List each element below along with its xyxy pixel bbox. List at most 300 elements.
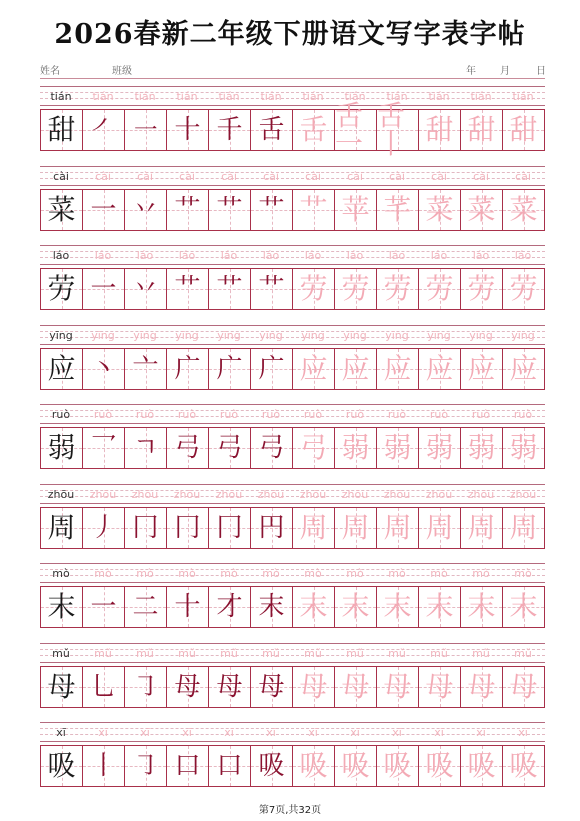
pinyin-trace: cài: [179, 169, 195, 183]
pinyin-trace: yīng: [301, 328, 325, 342]
pinyin-trace: yīng: [427, 328, 451, 342]
pinyin-trace: tián: [134, 90, 156, 103]
grid-cell[interactable]: [377, 667, 419, 707]
trace-character: 舌: [299, 113, 328, 146]
trace-character: 甜: [425, 113, 454, 146]
trace-character: 舌一: [335, 99, 364, 160]
pinyin-trace: cài: [389, 169, 405, 183]
grid-cell[interactable]: [167, 428, 209, 468]
grid-cell[interactable]: [293, 110, 335, 150]
grid-cell[interactable]: [251, 587, 293, 627]
pinyin-trace: zhōu: [257, 487, 285, 501]
grid-cell[interactable]: [167, 269, 209, 309]
pinyin-band: [40, 484, 545, 504]
grid-cell[interactable]: [125, 508, 167, 548]
grid-cell[interactable]: [125, 587, 167, 627]
pinyin-trace: mǔ: [388, 646, 406, 660]
pinyin-trace: xī: [98, 726, 108, 739]
trace-character: 应: [425, 351, 454, 385]
grid-cell[interactable]: [377, 99, 419, 160]
grid-cell[interactable]: [83, 746, 125, 786]
pinyin-trace: xī: [518, 726, 528, 739]
pinyin-trace: mò: [430, 567, 448, 580]
pinyin-trace: láo: [388, 249, 406, 262]
grid-cell[interactable]: [209, 190, 251, 230]
grid-cell[interactable]: [377, 428, 419, 468]
pinyin-trace: mò: [472, 567, 490, 580]
pinyin-trace: xī: [140, 726, 150, 739]
grid-cell[interactable]: [83, 428, 125, 468]
model-character: 末: [47, 590, 76, 623]
grid-cell[interactable]: [293, 190, 335, 230]
stroke-order-glyph: 舌: [258, 115, 285, 145]
pinyin-trace: xī: [392, 726, 402, 739]
pinyin-label: láo: [52, 249, 70, 262]
grid-cell[interactable]: [251, 190, 293, 230]
trace-character: 劳: [299, 272, 328, 305]
stroke-order-glyph: 冂: [132, 512, 159, 543]
trace-character: 应: [299, 351, 328, 385]
grid-cell[interactable]: [41, 428, 83, 468]
stroke-order-glyph: 弓: [258, 433, 285, 463]
tianzige-grid: [40, 99, 545, 160]
trace-character: 周: [425, 510, 454, 544]
pinyin-trace: yīng: [511, 328, 535, 342]
pinyin-trace: tián: [428, 90, 450, 103]
grid-cell[interactable]: [167, 190, 209, 230]
grid-cell[interactable]: [251, 349, 293, 389]
grid-cell[interactable]: [335, 508, 377, 548]
grid-cell[interactable]: [251, 667, 293, 707]
trace-character: 甜: [509, 113, 538, 146]
char-row-5: [40, 480, 545, 560]
trace-character: 吸: [509, 749, 538, 782]
pinyin-trace: ruò: [93, 408, 113, 421]
pinyin-band: [40, 563, 545, 583]
stroke-order-glyph: 冂: [174, 512, 201, 543]
grid-cell[interactable]: [293, 508, 335, 548]
grid-cell[interactable]: [335, 587, 377, 627]
pinyin-trace: láo: [136, 249, 154, 262]
pinyin-trace: láo: [430, 249, 448, 262]
pinyin-trace: mò: [346, 567, 364, 580]
grid-cell[interactable]: [503, 667, 544, 707]
grid-cell[interactable]: [41, 190, 83, 230]
stroke-order-glyph: 口: [216, 751, 243, 781]
pinyin-trace: cài: [263, 169, 279, 183]
grid-cell[interactable]: [419, 110, 461, 150]
pinyin-guide-line: [40, 166, 545, 167]
grid-cell[interactable]: [125, 269, 167, 309]
grid-cell[interactable]: [209, 349, 251, 389]
grid-cell[interactable]: [419, 746, 461, 786]
pinyin-guide-line: [40, 325, 545, 326]
pinyin-trace: xī: [182, 726, 192, 739]
tianzige-grid: [40, 268, 545, 310]
stroke-order-glyph: 广: [174, 353, 201, 384]
grid-cell[interactable]: [293, 349, 335, 389]
grid-cell[interactable]: [335, 99, 377, 160]
pinyin-trace: mò: [262, 567, 280, 580]
trace-character: 吸: [383, 749, 412, 782]
stroke-order-glyph: ㄱ: [132, 433, 159, 463]
trace-character: 弱: [509, 431, 538, 464]
trace-character: 周: [467, 510, 496, 544]
pinyin-trace: yīng: [133, 328, 157, 342]
grid-cell[interactable]: [419, 508, 461, 548]
trace-character: 末: [509, 590, 538, 623]
stroke-order-glyph: 末: [258, 592, 285, 622]
pinyin-trace: tián: [344, 90, 366, 103]
pinyin-trace: ruò: [219, 408, 239, 421]
grid-cell[interactable]: [335, 349, 377, 389]
grid-cell[interactable]: [83, 508, 125, 548]
pinyin-trace: ruò: [471, 408, 491, 421]
pinyin-trace: xī: [350, 726, 360, 739]
trace-character: 末: [467, 590, 496, 623]
pinyin-trace: láo: [94, 249, 112, 262]
trace-character: 吸: [467, 749, 496, 782]
grid-cell[interactable]: [83, 667, 125, 707]
grid-cell[interactable]: [503, 349, 544, 389]
grid-cell[interactable]: [83, 110, 125, 150]
grid-cell[interactable]: [209, 428, 251, 468]
grid-cell[interactable]: [293, 587, 335, 627]
pinyin-trace: mò: [136, 567, 154, 580]
pinyin-trace: cài: [95, 169, 111, 183]
pinyin-trace: tián: [92, 90, 114, 103]
pinyin-trace: ruò: [177, 408, 197, 421]
grid-cell[interactable]: [503, 746, 544, 786]
stroke-order-glyph: 艹: [258, 274, 285, 304]
stroke-order-glyph: 丶: [90, 353, 117, 384]
pinyin-trace: yīng: [259, 328, 283, 342]
grid-cell[interactable]: [251, 508, 293, 548]
tianzige-grid: [40, 666, 545, 708]
pinyin-trace: yīng: [217, 328, 241, 342]
pinyin-trace: zhōu: [341, 487, 369, 501]
pinyin-trace: cài: [221, 169, 237, 183]
grid-cell[interactable]: [83, 349, 125, 389]
stroke-order-glyph: 广: [216, 353, 243, 384]
pinyin-guide-line: [40, 344, 545, 345]
grid-cell[interactable]: [377, 349, 419, 389]
grid-cell[interactable]: [125, 190, 167, 230]
pinyin-trace: mǔ: [346, 646, 364, 660]
pinyin-guide-line: [40, 582, 545, 583]
grid-cell[interactable]: [461, 508, 503, 548]
pinyin-guide-line: [40, 86, 545, 87]
pinyin-band: [40, 643, 545, 663]
pinyin-trace: xī: [434, 726, 444, 739]
trace-character: 应: [383, 351, 412, 385]
pinyin-trace: mò: [514, 567, 532, 580]
grid-cell[interactable]: [503, 587, 544, 627]
pinyin-trace: zhōu: [425, 487, 453, 501]
trace-character: 弓: [299, 431, 328, 464]
grid-cell[interactable]: [377, 587, 419, 627]
char-row-7: [40, 639, 545, 719]
model-character: 周: [47, 510, 76, 544]
trace-character: 甜: [467, 113, 496, 146]
grid-cell[interactable]: [125, 428, 167, 468]
trace-character: 应: [341, 351, 370, 385]
grid-cell[interactable]: [503, 508, 544, 548]
stroke-order-glyph: ㇆: [132, 671, 159, 702]
stroke-order-glyph: 丷: [132, 274, 159, 304]
grid-cell[interactable]: [503, 428, 544, 468]
grid-cell[interactable]: [419, 428, 461, 468]
pinyin-trace: tián: [512, 90, 534, 103]
grid-cell[interactable]: [167, 349, 209, 389]
grid-cell[interactable]: [503, 190, 544, 230]
pinyin-trace: mǔ: [430, 646, 448, 660]
grid-cell[interactable]: [167, 667, 209, 707]
grid-cell[interactable]: [461, 110, 503, 150]
pinyin-trace: tián: [470, 90, 492, 103]
trace-character: 劳: [341, 272, 370, 305]
class-label: 班级: [112, 66, 132, 77]
stroke-order-glyph: 弓: [174, 433, 201, 463]
stroke-order-glyph: 弓: [216, 433, 243, 463]
pinyin-trace: xī: [266, 726, 276, 739]
trace-character: 弱: [425, 431, 454, 464]
pinyin-trace: zhōu: [299, 487, 327, 501]
pinyin-trace: mò: [388, 567, 406, 580]
trace-character: 劳: [425, 272, 454, 305]
pinyin-trace: tián: [176, 90, 198, 103]
grid-cell[interactable]: [419, 349, 461, 389]
pinyin-band: [40, 404, 545, 424]
grid-cell[interactable]: [125, 667, 167, 707]
grid-cell[interactable]: [41, 110, 83, 150]
pinyin-trace: láo: [262, 249, 280, 262]
grid-cell[interactable]: [461, 746, 503, 786]
grid-cell[interactable]: [335, 667, 377, 707]
pinyin-trace: cài: [347, 169, 363, 183]
grid-cell[interactable]: [503, 269, 544, 309]
grid-cell[interactable]: [251, 746, 293, 786]
grid-cell[interactable]: [335, 269, 377, 309]
pinyin-band: [40, 325, 545, 345]
grid-cell[interactable]: [167, 508, 209, 548]
stroke-order-glyph: 一: [90, 194, 117, 225]
stroke-order-glyph: 母: [216, 671, 243, 702]
grid-cell[interactable]: [461, 349, 503, 389]
grid-cell[interactable]: [209, 667, 251, 707]
stroke-order-glyph: 丷: [132, 194, 159, 225]
trace-character: 应: [509, 351, 538, 385]
pinyin-trace: zhōu: [173, 487, 201, 501]
grid-cell[interactable]: [41, 587, 83, 627]
trace-character: 末: [299, 590, 328, 623]
grid-cell[interactable]: [41, 349, 83, 389]
grid-cell[interactable]: [83, 587, 125, 627]
pinyin-trace: tián: [260, 90, 282, 103]
trace-character: 吸: [341, 749, 370, 782]
trace-character: 芊: [383, 192, 412, 226]
trace-character: 母: [467, 669, 496, 703]
grid-cell[interactable]: [377, 269, 419, 309]
pinyin-guide-line: [40, 503, 545, 504]
stroke-order-glyph: 二: [132, 592, 159, 622]
grid-cell[interactable]: [293, 667, 335, 707]
grid-cell[interactable]: [251, 269, 293, 309]
pinyin-guide-line: [40, 484, 545, 485]
stroke-order-glyph: ㇐: [132, 115, 159, 145]
grid-cell[interactable]: [83, 190, 125, 230]
pinyin-trace: yīng: [469, 328, 493, 342]
stroke-order-glyph: 亠: [132, 353, 159, 384]
trace-character: 弱: [383, 431, 412, 464]
stroke-order-glyph: 一: [90, 274, 117, 304]
trace-character: 应: [467, 351, 496, 385]
trace-character: 母: [509, 669, 538, 703]
pinyin-trace: yīng: [175, 328, 199, 342]
grid-cell[interactable]: [293, 428, 335, 468]
pinyin-trace: mǔ: [220, 646, 238, 660]
stroke-order-glyph: 母: [174, 671, 201, 702]
student-info-bar: [40, 62, 545, 76]
pinyin-trace: mǔ: [304, 646, 322, 660]
grid-cell[interactable]: [419, 190, 461, 230]
stroke-order-glyph: ㇆: [132, 751, 159, 781]
grid-cell[interactable]: [83, 269, 125, 309]
stroke-order-glyph: 艹: [216, 194, 243, 225]
pinyin-trace: láo: [304, 249, 322, 262]
grid-cell[interactable]: [167, 587, 209, 627]
grid-cell[interactable]: [125, 746, 167, 786]
grid-cell[interactable]: [461, 428, 503, 468]
grid-cell[interactable]: [41, 269, 83, 309]
pinyin-label: ruò: [51, 408, 71, 421]
trace-character: 吸: [425, 749, 454, 782]
trace-character: 周: [341, 510, 370, 544]
stroke-order-glyph: 口: [174, 751, 201, 781]
grid-cell[interactable]: [251, 428, 293, 468]
grid-cell[interactable]: [41, 746, 83, 786]
stroke-order-glyph: 艹: [174, 274, 201, 304]
trace-character: 弱: [467, 431, 496, 464]
trace-character: 末: [341, 590, 370, 623]
pinyin-trace: mǔ: [514, 646, 532, 660]
grid-cell[interactable]: [41, 667, 83, 707]
tianzige-grid: [40, 348, 545, 390]
pinyin-guide-line: [40, 423, 545, 424]
pinyin-trace: yīng: [343, 328, 367, 342]
model-character: 劳: [47, 272, 76, 305]
trace-character: 劳: [467, 272, 496, 305]
pinyin-trace: zhōu: [467, 487, 495, 501]
pinyin-guide-line: [40, 105, 545, 106]
grid-cell[interactable]: [335, 428, 377, 468]
pinyin-trace: ruò: [387, 408, 407, 421]
grid-cell[interactable]: [209, 587, 251, 627]
trace-character: 菜: [467, 192, 496, 226]
grid-cell[interactable]: [293, 746, 335, 786]
trace-character: 母: [299, 669, 328, 703]
pinyin-trace: cài: [137, 169, 153, 183]
page-number: 第7页,共32页: [258, 805, 322, 816]
model-character: 甜: [47, 113, 76, 146]
tianzige-grid: [40, 189, 545, 231]
grid-cell[interactable]: [335, 746, 377, 786]
grid-cell[interactable]: [335, 190, 377, 230]
grid-cell[interactable]: [125, 110, 167, 150]
pinyin-label: xī: [56, 726, 66, 739]
model-character: 应: [47, 351, 76, 385]
grid-cell[interactable]: [209, 746, 251, 786]
grid-cell[interactable]: [167, 110, 209, 150]
trace-character: 艹: [299, 192, 328, 226]
stroke-order-glyph: 十: [174, 592, 201, 622]
pinyin-trace: ruò: [345, 408, 365, 421]
grid-cell[interactable]: [209, 508, 251, 548]
grid-cell[interactable]: [377, 746, 419, 786]
grid-cell[interactable]: [125, 349, 167, 389]
month-label: 月: [500, 66, 510, 77]
page-title: 2026春新二年级下册语文写字表字帖: [54, 19, 526, 50]
stroke-order-glyph: 円: [258, 512, 285, 543]
grid-cell[interactable]: [377, 190, 419, 230]
grid-cell[interactable]: [377, 508, 419, 548]
pinyin-guide-line: [40, 643, 545, 644]
grid-cell[interactable]: [461, 587, 503, 627]
char-row-6: [40, 559, 545, 639]
pinyin-trace: cài: [515, 169, 531, 183]
trace-character: 母: [425, 669, 454, 703]
model-character: 吸: [47, 749, 76, 782]
trace-character: 菜: [509, 192, 538, 226]
grid-cell[interactable]: [419, 587, 461, 627]
pinyin-trace: mǔ: [136, 646, 154, 660]
pinyin-label: mǔ: [52, 646, 70, 660]
grid-cell[interactable]: [209, 110, 251, 150]
pinyin-trace: ruò: [135, 408, 155, 421]
grid-cell[interactable]: [503, 110, 544, 150]
pinyin-guide-line: [40, 245, 545, 246]
pinyin-band: [40, 86, 545, 106]
grid-cell[interactable]: [461, 667, 503, 707]
trace-character: 菜: [425, 192, 454, 226]
pinyin-trace: xī: [224, 726, 234, 739]
grid-cell[interactable]: [461, 269, 503, 309]
pinyin-trace: mǔ: [94, 646, 112, 660]
char-row-2: [40, 241, 545, 321]
grid-cell[interactable]: [209, 269, 251, 309]
stroke-order-glyph: 艹: [258, 194, 285, 225]
grid-cell[interactable]: [419, 269, 461, 309]
grid-cell[interactable]: [461, 190, 503, 230]
grid-cell[interactable]: [167, 746, 209, 786]
pinyin-label: tián: [50, 90, 72, 103]
grid-cell[interactable]: [41, 508, 83, 548]
grid-cell[interactable]: [251, 110, 293, 150]
pinyin-guide-line: [40, 722, 545, 723]
pinyin-trace: láo: [220, 249, 238, 262]
pinyin-trace: tián: [386, 90, 408, 103]
char-row-8: [40, 718, 545, 798]
stroke-order-glyph: 艹: [216, 274, 243, 304]
pinyin-trace: mǔ: [178, 646, 196, 660]
stroke-order-glyph: 十: [174, 115, 201, 145]
grid-cell[interactable]: [293, 269, 335, 309]
pinyin-trace: ruò: [303, 408, 323, 421]
trace-character: 母: [341, 669, 370, 703]
pinyin-trace: cài: [473, 169, 489, 183]
name-label: 姓名: [40, 66, 60, 77]
grid-cell[interactable]: [419, 667, 461, 707]
